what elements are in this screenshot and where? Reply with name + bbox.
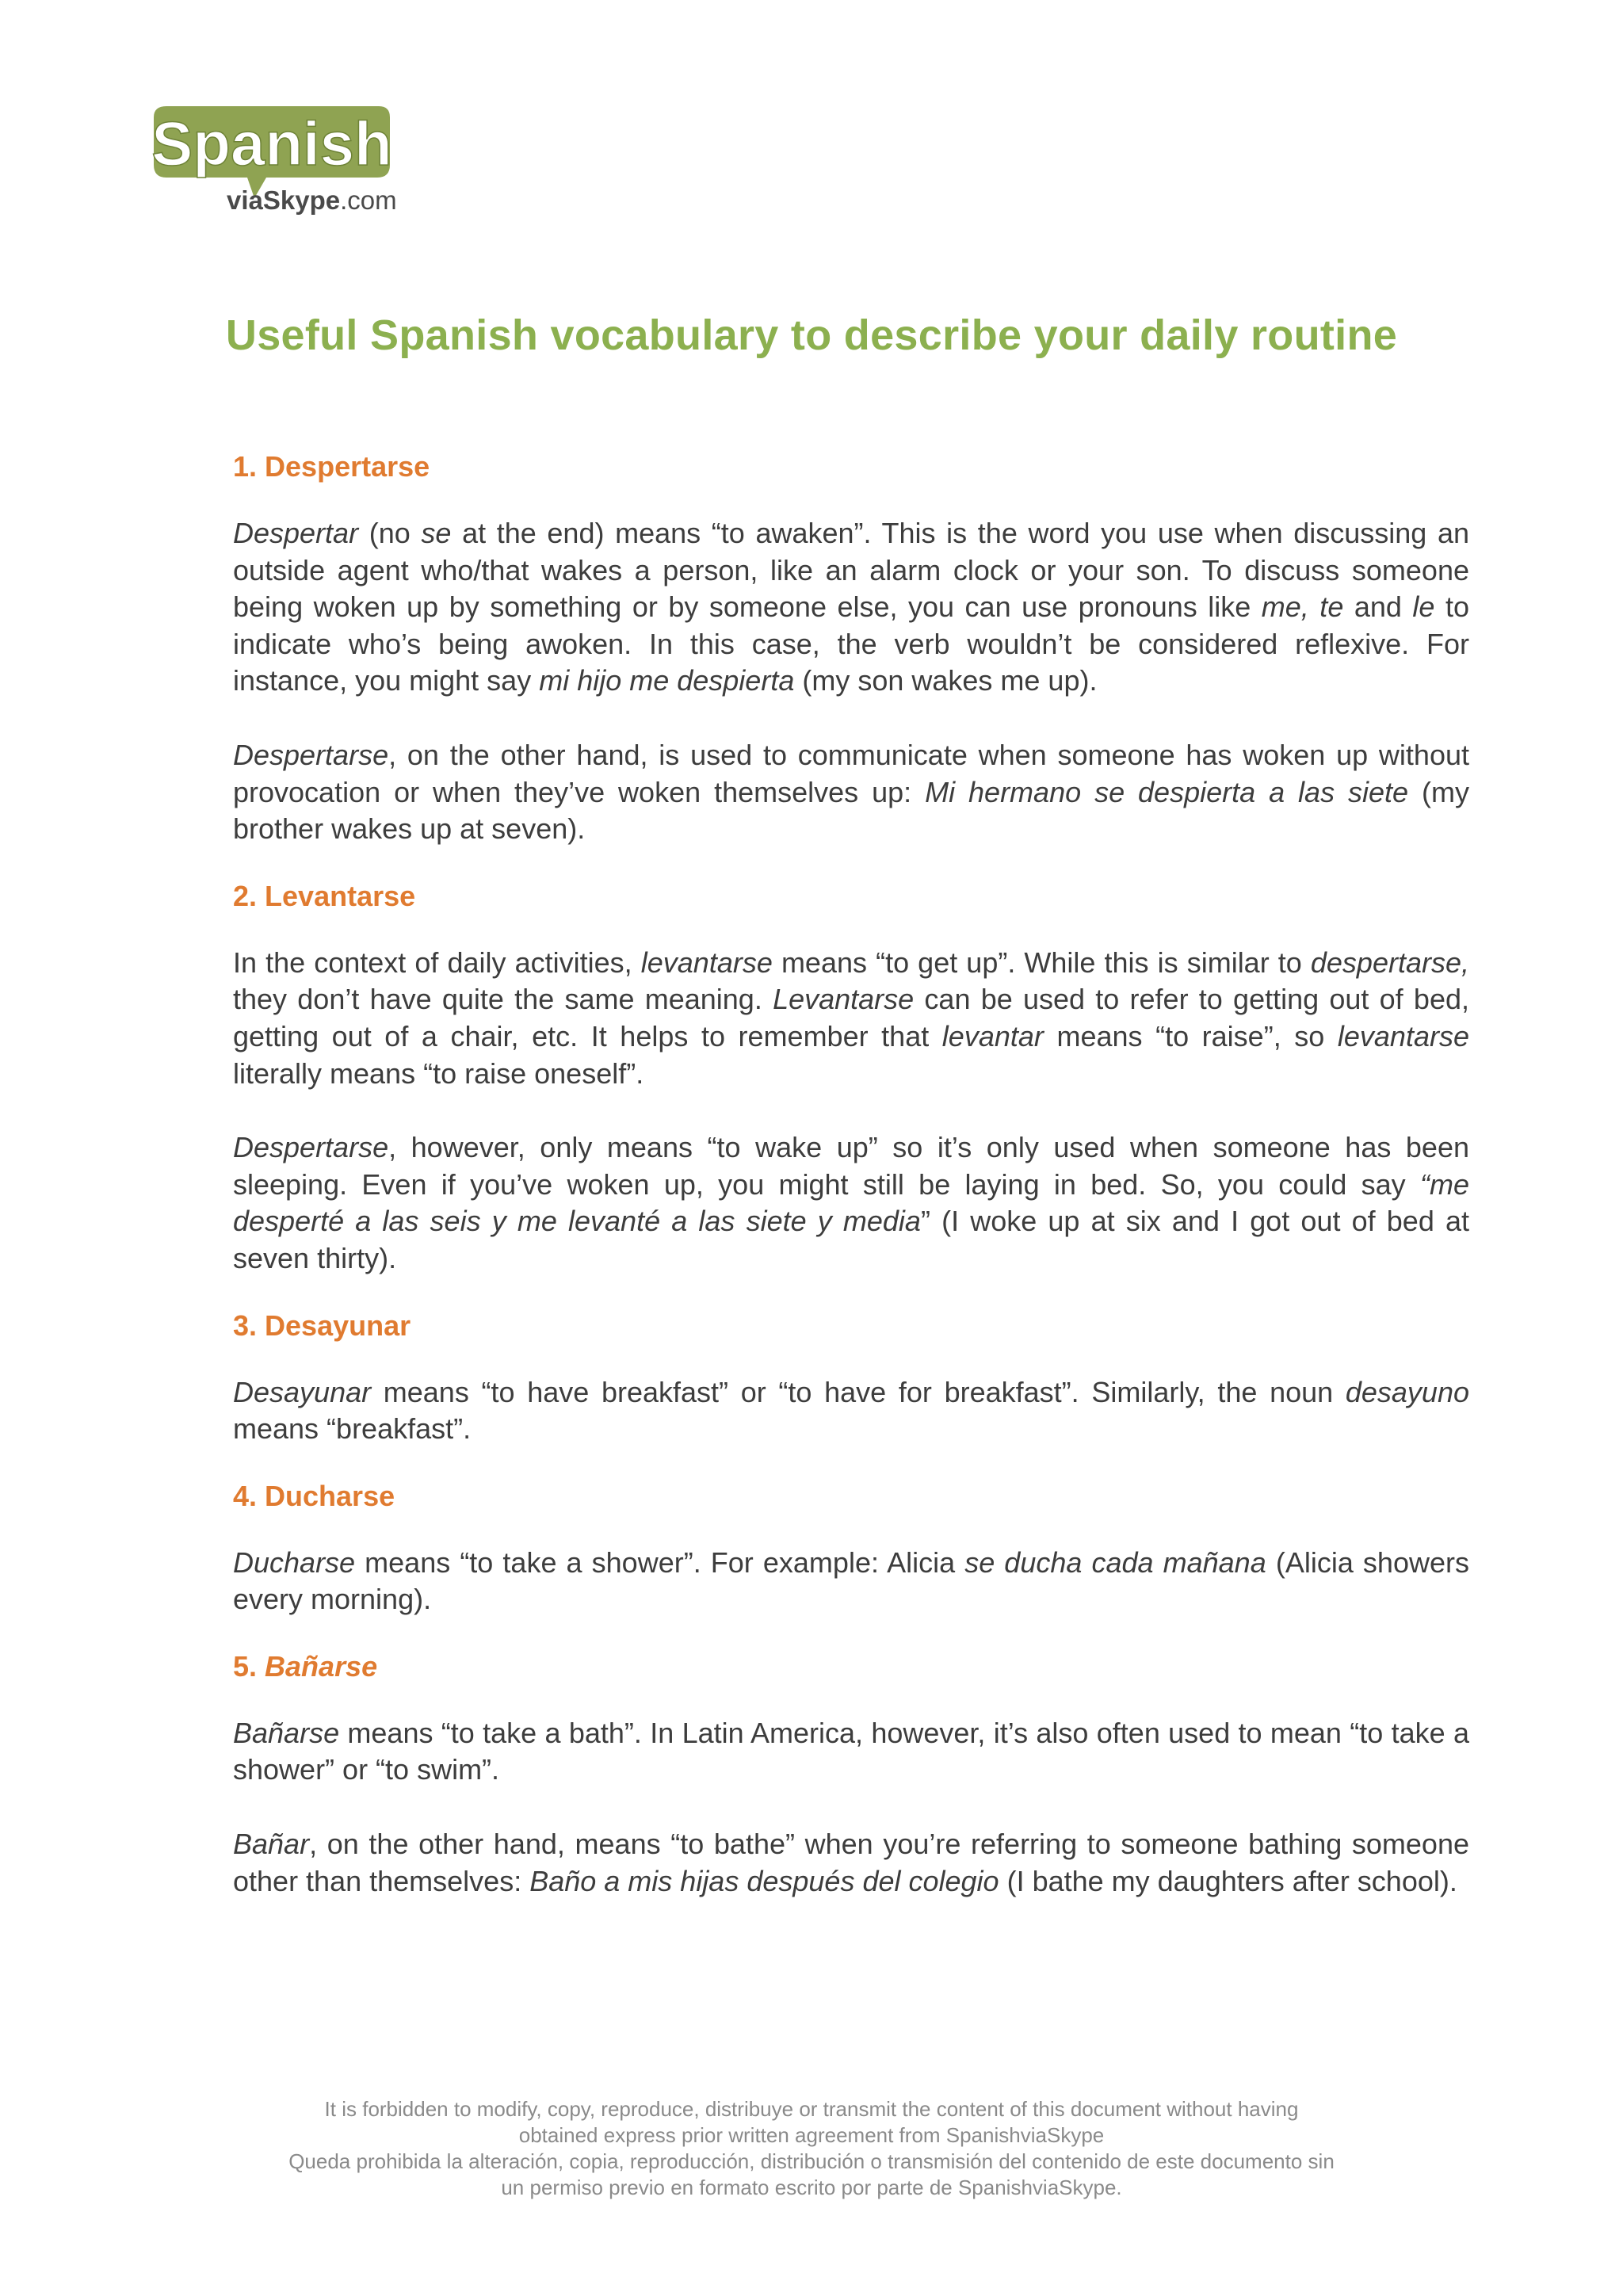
italic-term: Despertarse [233, 738, 389, 771]
text-run: means “breakfast”. [233, 1412, 472, 1446]
italic-term: levantar [941, 1019, 1044, 1052]
text-run: (no [358, 517, 422, 549]
italic-term: Levantarse [773, 983, 915, 1016]
section-paragraph [233, 1129, 1469, 1277]
italic-term: Bañarse [233, 1716, 340, 1749]
svg-text:viaSkype.com [227, 185, 397, 215]
text-run: , however, only means “to wake up” so it’s only used when someone has been sleeping. Even if you’ve woken up, you might still be laying in bed. So, you could say [233, 1131, 1469, 1201]
page-title: Useful Spanish vocabulary to describe your daily routine [225, 311, 1398, 359]
text-run: means “to take a shower”. For example: Alicia [355, 1545, 965, 1579]
section-number: 2. [233, 879, 265, 912]
text-run: means “to take a bath”. In Latin America, however, it’s also often used to mean “to take a shower” or “to swim”. [233, 1716, 1469, 1786]
text-run: , on the other hand, means “to bathe” when you’re referring to someone bathing someone other than themselves: [233, 1828, 1469, 1897]
text-run: (I bathe my daughters after school). [999, 1864, 1457, 1897]
section-paragraph [233, 1826, 1469, 1900]
section-heading [233, 1650, 1469, 1683]
section-number: 5. [233, 1649, 265, 1683]
text-run: means “to have breakfast” or “to have for breakfast”. Similarly, the noun [371, 1375, 1346, 1408]
text-run: (my son wakes me up). [794, 664, 1098, 697]
section-paragraph [233, 737, 1469, 848]
italic-term: Despertarse [233, 1131, 389, 1164]
text-run: to indicate who’s being awoken. In this case, the verb wouldn’t be considered reflexive. For instance, you might say [233, 590, 1469, 697]
logo-sub-bold: viaSkype [227, 185, 341, 215]
section-paragraph [233, 1545, 1469, 1618]
text-run: means “to raise”, so [1043, 1019, 1338, 1052]
italic-term: Desayunar [233, 1375, 372, 1408]
logo-wordmark: Spanish [151, 109, 392, 178]
section-paragraph [233, 945, 1469, 1092]
italic-term: se [421, 517, 452, 549]
copyright-en-line-1: It is forbidden to modify, copy, reproduce, distribuye or transmit the content of this document without having [324, 2097, 1299, 2121]
text-run: (my brother wakes up at seven). [233, 775, 1469, 846]
italic-term: se ducha cada mañana [964, 1545, 1266, 1579]
text-run: at the end) means “to awaken”. This is the word you use when discussing an outside agent who/that wakes a person, like an alarm clock or your son. To discuss someone being woken up by something or by someone else, you can use pronouns like [233, 517, 1469, 624]
text-run: means “to get up”. While this is similar to [772, 946, 1311, 979]
section-heading [233, 1480, 1469, 1513]
text-run: literally means “to raise oneself”. [233, 1056, 644, 1090]
section-paragraph [233, 515, 1469, 700]
document-body [233, 450, 1469, 1931]
italic-term: “me desperté a las seis y me levanté a las siete y media [233, 1167, 1469, 1238]
spanishviaskype-logo [147, 101, 401, 220]
italic-term: levantarse [1337, 1019, 1469, 1052]
italic-term: levantarse [640, 946, 773, 979]
italic-term: desayuno [1345, 1375, 1469, 1408]
italic-term: Bañar [233, 1828, 310, 1861]
copyright-en-line-2: obtained express prior written agreement from SpanishviaSkype [518, 2123, 1105, 2147]
italic-term: mi hijo me despierta [539, 664, 795, 697]
section-heading-text: Levantarse [265, 879, 416, 912]
section-number: 3. [233, 1308, 265, 1342]
italic-term: Despertar [233, 517, 359, 549]
section-heading-text: Despertarse [265, 450, 430, 483]
text-run: can be used to refer to getting out of bed, getting out of a chair, etc. It helps to remember that [233, 983, 1469, 1052]
italic-term: Baño a mis hijas después del colegio [529, 1864, 999, 1897]
italic-term: me, te [1261, 590, 1344, 624]
italic-term: Mi hermano se despierta a las siete [925, 775, 1409, 808]
section-heading [233, 1309, 1469, 1343]
italic-term: despertarse, [1310, 946, 1469, 979]
section-heading [233, 450, 1469, 483]
logo-sub-light: .com [340, 185, 397, 215]
section-number: 4. [233, 1479, 265, 1512]
section-number: 1. [233, 450, 265, 483]
section-paragraph [233, 1715, 1469, 1789]
text-run: they don’t have quite the same meaning. [233, 983, 773, 1016]
section-heading-text: Desayunar [265, 1308, 411, 1342]
section-heading [233, 880, 1469, 913]
copyright-notice [0, 2096, 1623, 2201]
text-run: ” (I woke up at six and I got out of bed at seven thirty). [233, 1205, 1469, 1274]
italic-term: le [1412, 590, 1435, 624]
copyright-es-line-1: Queda prohibida la alteración, copia, reproducción, distribución o transmisión del contenido de este documento sin [288, 2149, 1335, 2173]
text-run: In the context of daily activities, [233, 946, 641, 979]
section-heading-text: Bañarse [265, 1649, 378, 1683]
text-run: , on the other hand, is used to communicate when someone has woken up without provocation or when they’ve woken themselves up: [233, 738, 1469, 808]
italic-term: Ducharse [233, 1545, 356, 1579]
copyright-es-line-2: un permiso previo en formato escrito por parte de SpanishviaSkype. [501, 2176, 1122, 2199]
section-heading-text: Ducharse [265, 1479, 395, 1512]
section-paragraph [233, 1374, 1469, 1448]
text-run: and [1343, 590, 1413, 624]
text-run: (Alicia showers every morning). [233, 1545, 1469, 1616]
